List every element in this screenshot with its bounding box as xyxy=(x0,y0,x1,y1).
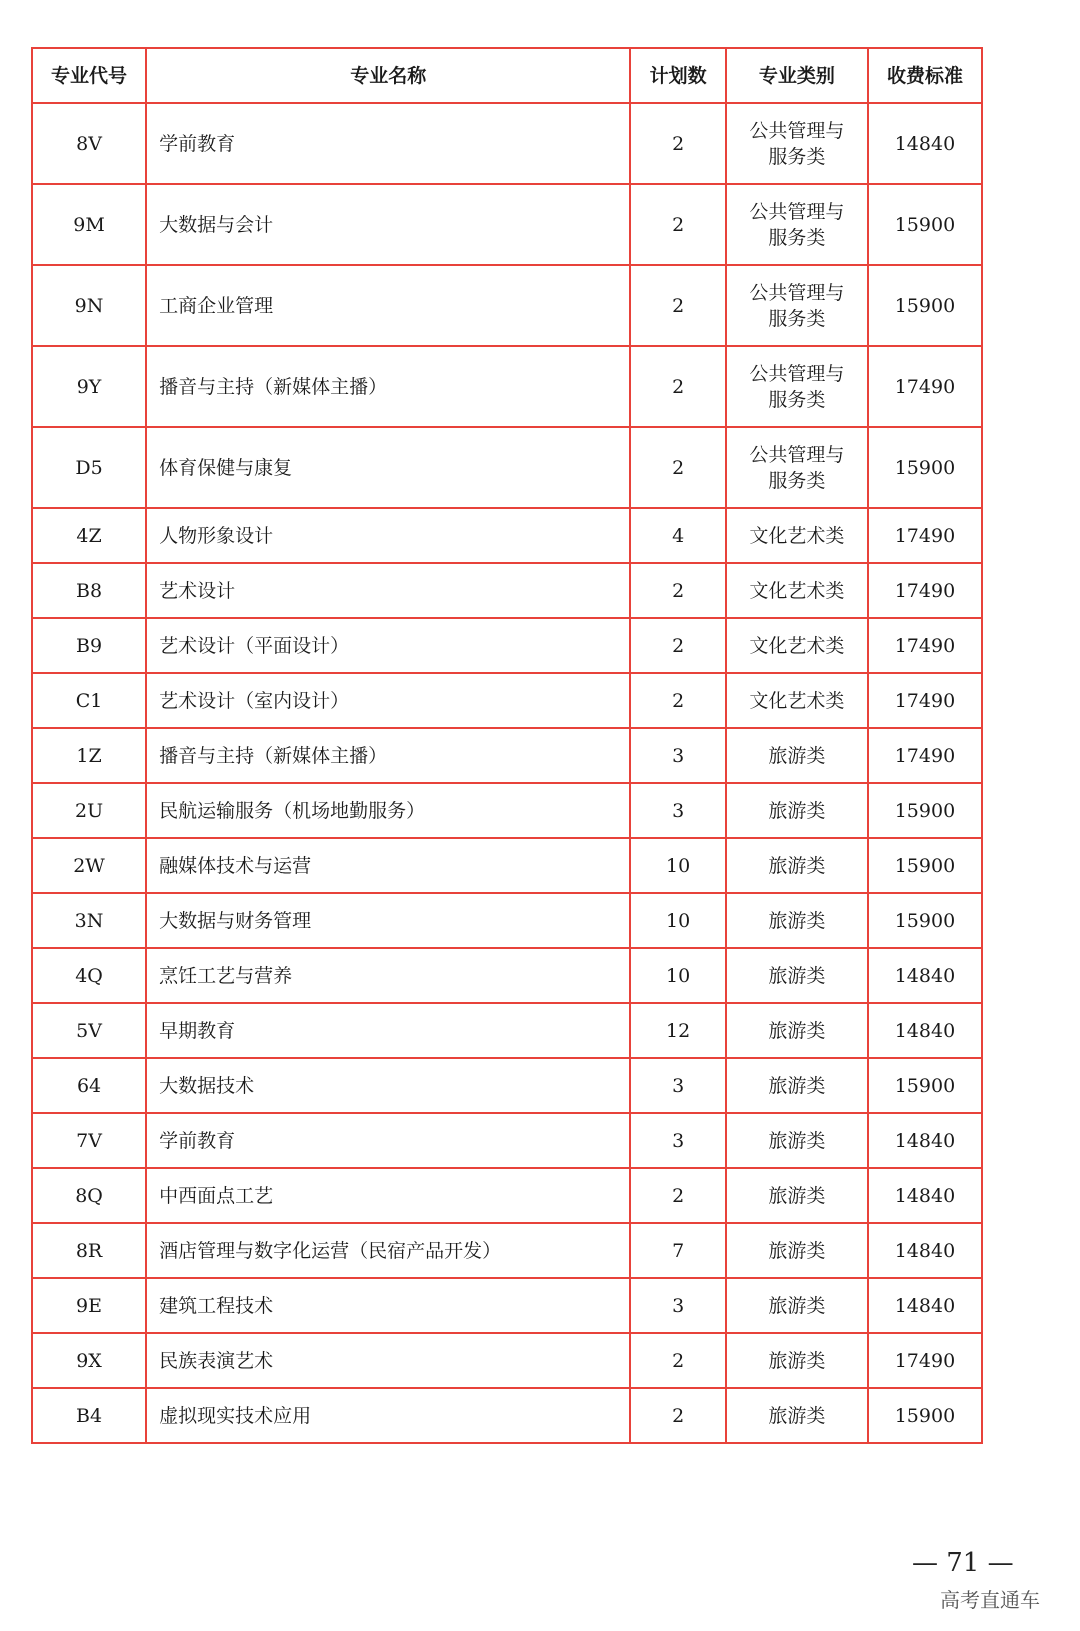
cell-plan: 2 xyxy=(630,265,725,346)
cell-fee: 15900 xyxy=(868,184,982,265)
cell-plan: 2 xyxy=(630,1168,725,1223)
cell-plan: 4 xyxy=(630,508,725,563)
cell-code: 9N xyxy=(32,265,146,346)
table-row xyxy=(32,728,982,783)
table-row xyxy=(32,1388,982,1443)
cell-plan: 3 xyxy=(630,1278,725,1333)
cell-fee: 15900 xyxy=(868,1058,982,1113)
cell-plan: 10 xyxy=(630,893,725,948)
cell-plan: 3 xyxy=(630,728,725,783)
cell-category: 旅游类 xyxy=(726,893,868,948)
cell-fee: 15900 xyxy=(868,427,982,508)
table-row xyxy=(32,618,982,673)
cell-code: 8Q xyxy=(32,1168,146,1223)
cell-plan: 7 xyxy=(630,1223,725,1278)
cell-category: 旅游类 xyxy=(726,1058,868,1113)
cell-name: 中西面点工艺 xyxy=(146,1168,630,1223)
cell-name: 学前教育 xyxy=(146,1113,630,1168)
cell-fee: 14840 xyxy=(868,948,982,1003)
cell-fee: 15900 xyxy=(868,838,982,893)
table-row xyxy=(32,1058,982,1113)
cell-fee: 17490 xyxy=(868,673,982,728)
cell-name: 建筑工程技术 xyxy=(146,1278,630,1333)
header-plan: 计划数 xyxy=(630,48,725,103)
cell-fee: 15900 xyxy=(868,893,982,948)
cell-plan: 2 xyxy=(630,673,725,728)
cell-fee: 15900 xyxy=(868,265,982,346)
cell-name: 大数据与财务管理 xyxy=(146,893,630,948)
table-row xyxy=(32,346,982,427)
header-code: 专业代号 xyxy=(32,48,146,103)
cell-plan: 12 xyxy=(630,1003,725,1058)
cell-code: 9E xyxy=(32,1278,146,1333)
cell-name: 工商企业管理 xyxy=(146,265,630,346)
cell-name: 融媒体技术与运营 xyxy=(146,838,630,893)
cell-code: 2W xyxy=(32,838,146,893)
cell-name: 民族表演艺术 xyxy=(146,1333,630,1388)
cell-name: 体育保健与康复 xyxy=(146,427,630,508)
cell-name: 播音与主持（新媒体主播） xyxy=(146,346,630,427)
header-fee: 收费标准 xyxy=(868,48,982,103)
cell-category: 公共管理与服务类 xyxy=(726,184,868,265)
table-row xyxy=(32,184,982,265)
cell-fee: 17490 xyxy=(868,508,982,563)
cell-category: 旅游类 xyxy=(726,1388,868,1443)
page-number: — 71 — xyxy=(912,1548,1014,1578)
table-row xyxy=(32,673,982,728)
cell-fee: 14840 xyxy=(868,1223,982,1278)
cell-code: 9X xyxy=(32,1333,146,1388)
cell-code: 9M xyxy=(32,184,146,265)
cell-category: 文化艺术类 xyxy=(726,618,868,673)
table-row xyxy=(32,838,982,893)
cell-category: 旅游类 xyxy=(726,1168,868,1223)
cell-plan: 3 xyxy=(630,1058,725,1113)
cell-code: 2U xyxy=(32,783,146,838)
admission-plan-table xyxy=(31,47,983,1444)
cell-plan: 3 xyxy=(630,783,725,838)
cell-code: 4Z xyxy=(32,508,146,563)
cell-category: 旅游类 xyxy=(726,1278,868,1333)
table-row xyxy=(32,508,982,563)
table-row xyxy=(32,427,982,508)
table-row xyxy=(32,948,982,1003)
cell-code: 3N xyxy=(32,893,146,948)
cell-category: 旅游类 xyxy=(726,1333,868,1388)
cell-plan: 2 xyxy=(630,103,725,184)
cell-category: 公共管理与服务类 xyxy=(726,427,868,508)
cell-fee: 17490 xyxy=(868,618,982,673)
header-category: 专业类别 xyxy=(726,48,868,103)
cell-fee: 17490 xyxy=(868,346,982,427)
table-row xyxy=(32,1223,982,1278)
cell-fee: 14840 xyxy=(868,103,982,184)
page-footer xyxy=(0,1548,1080,1612)
table-row xyxy=(32,1168,982,1223)
table-row xyxy=(32,1113,982,1168)
table-body xyxy=(32,103,982,1443)
cell-name: 虚拟现实技术应用 xyxy=(146,1388,630,1443)
cell-code: 1Z xyxy=(32,728,146,783)
cell-name: 烹饪工艺与营养 xyxy=(146,948,630,1003)
cell-name: 艺术设计（平面设计） xyxy=(146,618,630,673)
cell-category: 旅游类 xyxy=(726,948,868,1003)
cell-name: 艺术设计（室内设计） xyxy=(146,673,630,728)
cell-plan: 2 xyxy=(630,427,725,508)
cell-name: 播音与主持（新媒体主播） xyxy=(146,728,630,783)
cell-name: 民航运输服务（机场地勤服务） xyxy=(146,783,630,838)
table-row xyxy=(32,1333,982,1388)
cell-category: 文化艺术类 xyxy=(726,563,868,618)
cell-plan: 2 xyxy=(630,618,725,673)
table-row xyxy=(32,563,982,618)
table-row xyxy=(32,893,982,948)
cell-category: 文化艺术类 xyxy=(726,673,868,728)
cell-fee: 17490 xyxy=(868,728,982,783)
cell-category: 公共管理与服务类 xyxy=(726,103,868,184)
cell-code: 8R xyxy=(32,1223,146,1278)
table-row xyxy=(32,1278,982,1333)
cell-plan: 2 xyxy=(630,346,725,427)
cell-category: 旅游类 xyxy=(726,1223,868,1278)
cell-plan: 2 xyxy=(630,184,725,265)
cell-code: B4 xyxy=(32,1388,146,1443)
cell-plan: 2 xyxy=(630,1333,725,1388)
cell-code: 5V xyxy=(32,1003,146,1058)
cell-code: B9 xyxy=(32,618,146,673)
cell-code: 8V xyxy=(32,103,146,184)
cell-code: 9Y xyxy=(32,346,146,427)
cell-category: 旅游类 xyxy=(726,1113,868,1168)
cell-code: 64 xyxy=(32,1058,146,1113)
cell-fee: 14840 xyxy=(868,1113,982,1168)
cell-category: 旅游类 xyxy=(726,1003,868,1058)
cell-code: B8 xyxy=(32,563,146,618)
table-header-row xyxy=(32,48,982,103)
cell-category: 文化艺术类 xyxy=(726,508,868,563)
cell-plan: 2 xyxy=(630,1388,725,1443)
table-row xyxy=(32,103,982,184)
cell-fee: 14840 xyxy=(868,1278,982,1333)
cell-category: 旅游类 xyxy=(726,838,868,893)
cell-name: 大数据技术 xyxy=(146,1058,630,1113)
cell-code: C1 xyxy=(32,673,146,728)
cell-category: 旅游类 xyxy=(726,783,868,838)
cell-plan: 10 xyxy=(630,948,725,1003)
cell-fee: 17490 xyxy=(868,1333,982,1388)
cell-fee: 15900 xyxy=(868,783,982,838)
watermark-text: 高考直通车 xyxy=(940,1588,1040,1612)
cell-category: 公共管理与服务类 xyxy=(726,265,868,346)
cell-name: 大数据与会计 xyxy=(146,184,630,265)
admission-plan-table-container xyxy=(31,47,983,1444)
cell-name: 人物形象设计 xyxy=(146,508,630,563)
cell-category: 公共管理与服务类 xyxy=(726,346,868,427)
cell-name: 学前教育 xyxy=(146,103,630,184)
cell-name: 早期教育 xyxy=(146,1003,630,1058)
cell-code: 4Q xyxy=(32,948,146,1003)
cell-fee: 17490 xyxy=(868,563,982,618)
cell-plan: 3 xyxy=(630,1113,725,1168)
cell-code: D5 xyxy=(32,427,146,508)
table-row xyxy=(32,265,982,346)
cell-fee: 14840 xyxy=(868,1168,982,1223)
table-row xyxy=(32,1003,982,1058)
cell-fee: 15900 xyxy=(868,1388,982,1443)
cell-code: 7V xyxy=(32,1113,146,1168)
cell-name: 酒店管理与数字化运营（民宿产品开发） xyxy=(146,1223,630,1278)
cell-name: 艺术设计 xyxy=(146,563,630,618)
table-row xyxy=(32,783,982,838)
cell-category: 旅游类 xyxy=(726,728,868,783)
cell-plan: 10 xyxy=(630,838,725,893)
header-name: 专业名称 xyxy=(146,48,630,103)
cell-plan: 2 xyxy=(630,563,725,618)
cell-fee: 14840 xyxy=(868,1003,982,1058)
